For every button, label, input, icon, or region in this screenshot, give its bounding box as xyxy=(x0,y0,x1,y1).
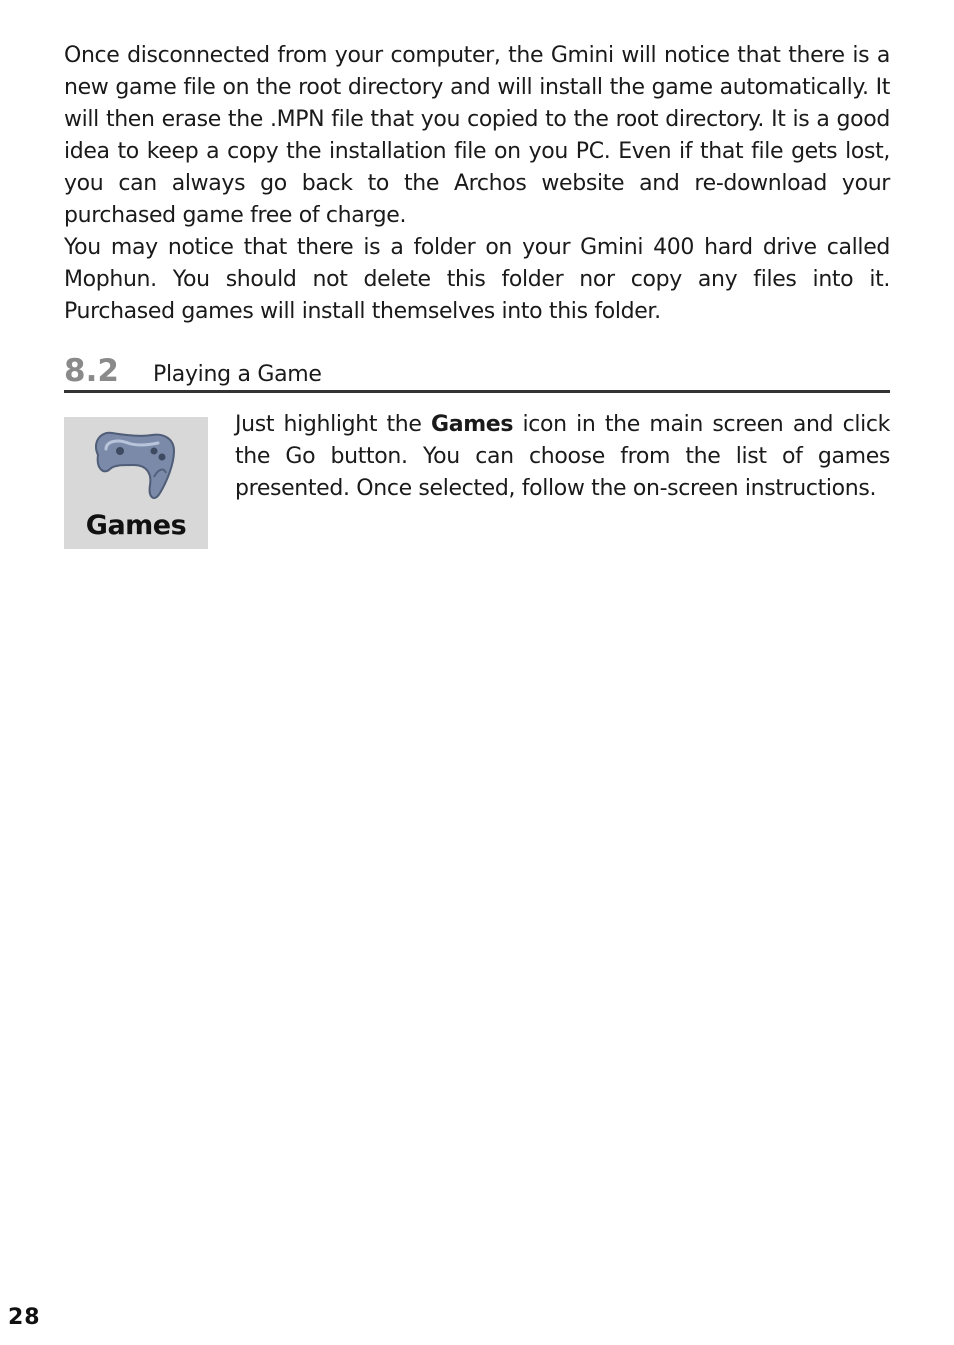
games-instructions xyxy=(64,412,890,549)
section-number: 8.2 xyxy=(64,353,119,389)
section-title: Playing a Game xyxy=(153,362,322,387)
games-icon-image xyxy=(64,417,208,549)
games-text-bold: Games xyxy=(431,412,514,437)
paragraph-install: Once disconnected from your computer, the Gmini will notice that there is a new game file on the root directory and will install the game automatically. It will then erase the .MPN file that you copied to the root directory. It is a good idea to keep a copy the installation file on you PC. Even if that file gets lost, you can always go back to the Archos website and re-download your purchased game free of charge. xyxy=(64,43,890,228)
games-icon-label: Games xyxy=(85,510,187,541)
paragraph-mophun-folder: You may notice that there is a folder on your Gmini 400 hard drive called Mophun. You should not delete this folder nor copy any files into it. Purchased games will install themselves into this folder. xyxy=(64,235,890,324)
page-number: 28 xyxy=(8,1305,41,1330)
games-text-before: Just highlight the xyxy=(235,412,431,437)
games-text-after: icon in the main screen and click the Go button. You can choose from the list of games presented. Once selected, follow the on-screen instructions. xyxy=(235,412,890,501)
gamepad-icon xyxy=(84,421,184,509)
page-content xyxy=(64,40,890,549)
games-paragraph xyxy=(235,409,890,505)
section-heading xyxy=(64,353,890,393)
